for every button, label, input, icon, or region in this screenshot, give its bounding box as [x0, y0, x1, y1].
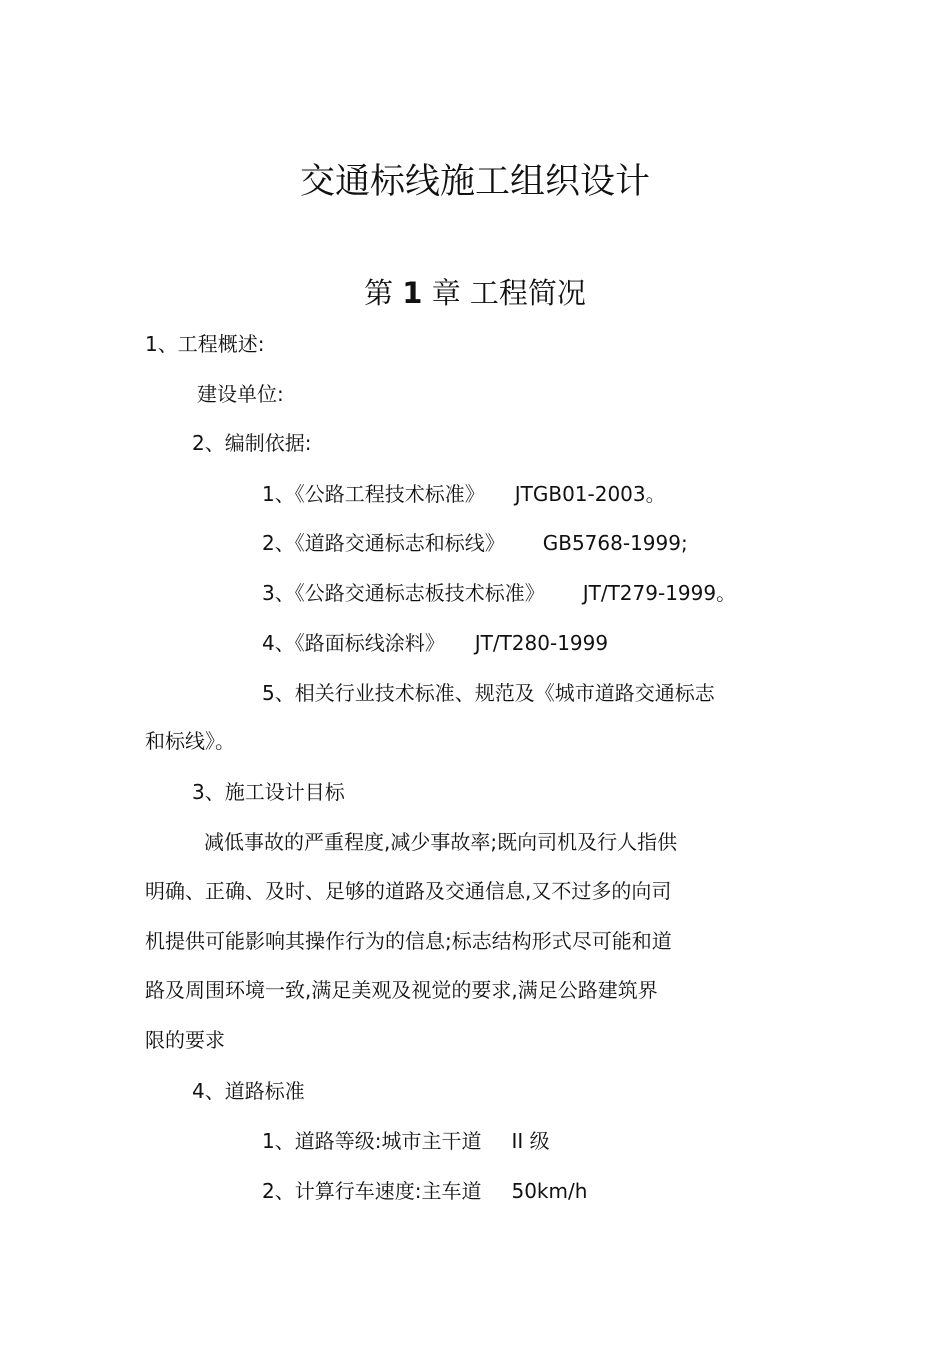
chapter-suffix: 章 工程简况 [431, 276, 586, 310]
road-standard-value: 50km/h [511, 1179, 588, 1203]
document-title: 交通标线施工组织设计 [299, 162, 650, 202]
reference-item-5-line-2: 和标线》。 [145, 729, 235, 753]
section-4-heading: 4、道路标准 [192, 1079, 305, 1103]
construction-unit-line: 建设单位: [197, 382, 284, 406]
reference-item-label: 4、《路面标线涂料》 [262, 631, 445, 655]
road-standard-label: 1、道路等级:城市主干道 [262, 1129, 482, 1153]
paragraph-line: 路及周围环境一致,满足美观及视觉的要求,满足公路建筑界 [145, 978, 658, 1002]
reference-item-3 [262, 581, 736, 605]
reference-item-2 [262, 531, 688, 555]
reference-item-code: GB5768-1999; [542, 531, 688, 555]
section-3-heading: 3、施工设计目标 [192, 780, 345, 804]
reference-item-1 [262, 482, 666, 506]
reference-item-label: 2、《道路交通标志和标线》 [262, 531, 505, 555]
paragraph-line: 限的要求 [145, 1028, 225, 1052]
chapter-prefix: 第 [364, 276, 394, 310]
road-standard-label: 2、计算行车速度:主车道 [262, 1179, 482, 1203]
reference-item-label: 3、《公路交通标志板技术标准》 [262, 581, 545, 605]
paragraph-line: 减低事故的严重程度,减少事故率;既向司机及行人指供 [204, 830, 678, 854]
reference-item-code: JT/T280-1999 [474, 631, 609, 655]
chapter-number: 1 [402, 276, 423, 310]
road-standard-value: II 级 [511, 1129, 550, 1153]
paragraph-line: 机提供可能影响其操作行为的信息;标志结构形式尽可能和道 [145, 929, 672, 953]
reference-item-label: 1、《公路工程技术标准》 [262, 482, 485, 506]
section-1-heading: 1、工程概述: [145, 332, 265, 356]
reference-item-code: JT/T279-1999。 [582, 581, 737, 605]
road-standard-item-2 [262, 1179, 587, 1203]
reference-item-code: JTGB01-2003。 [514, 482, 666, 506]
reference-item-4 [262, 631, 608, 655]
section-2-heading: 2、编制依据: [192, 431, 312, 455]
reference-item-5-line-1: 5、相关行业技术标准、规范及《城市道路交通标志 [262, 681, 715, 705]
chapter-heading [0, 274, 950, 312]
road-standard-item-1 [262, 1129, 550, 1153]
paragraph-line: 明确、正确、及时、足够的道路及交通信息,又不过多的向司 [145, 879, 672, 903]
